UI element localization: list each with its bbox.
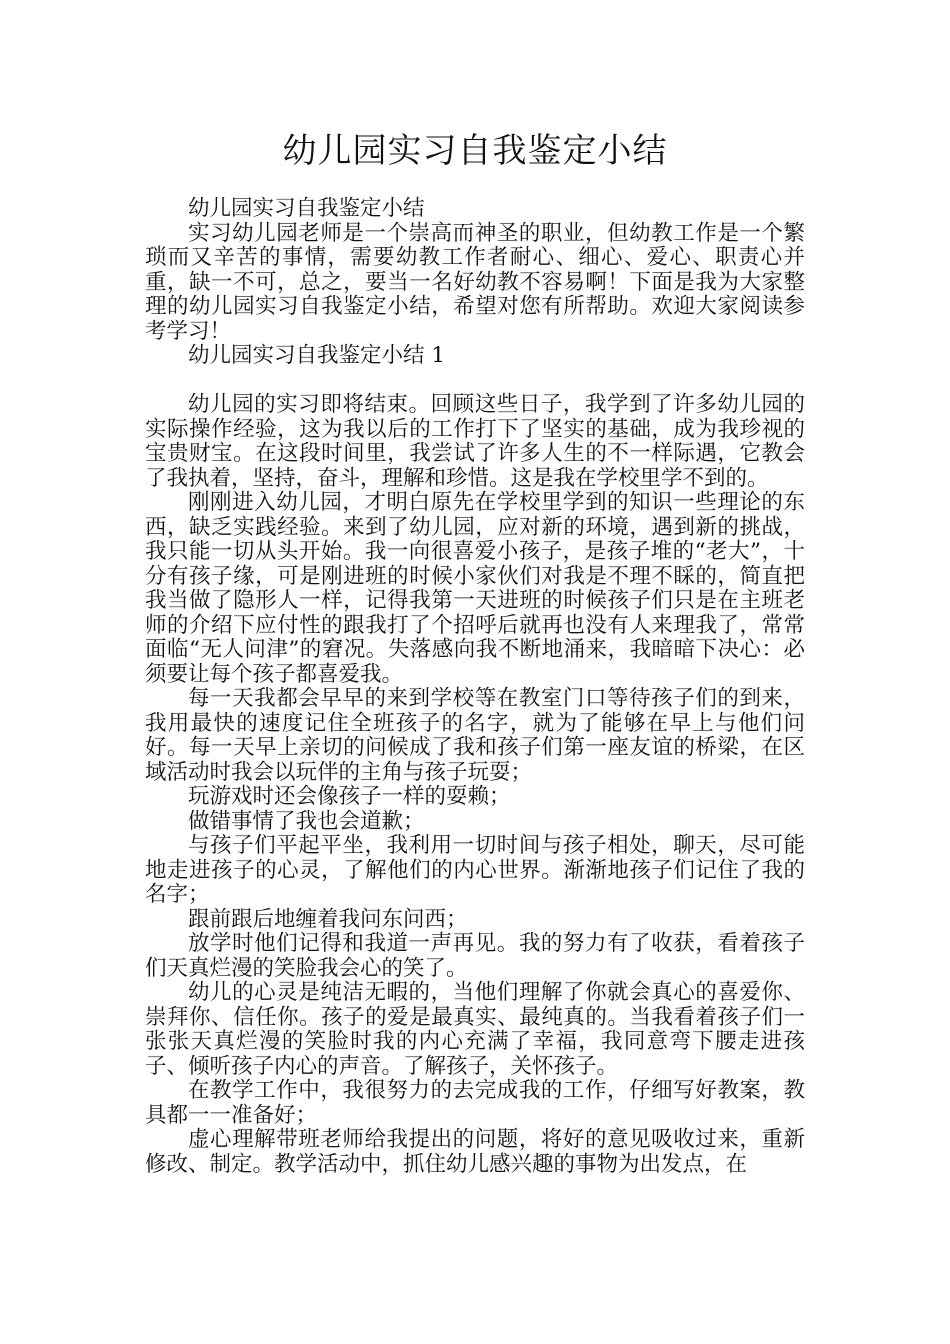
paragraph-heading: 幼儿园实习自我鉴定小结 — [188, 196, 425, 221]
paragraph: 跟前跟后地缠着我问东问西； — [188, 906, 468, 932]
document-title: 幼儿园实习自我鉴定小结 — [282, 131, 668, 171]
paragraph: 刚刚进入幼儿园，才明白原先在学校里学到的知识一些理论的东西，缺乏实践经验。来到了幼儿园，应对新的环境，遇到新的挑战，我只能一切从头开始。我一向很喜爱小孩子，是孩子堆的“老大”，十分有孩子缘，可是刚进班的时候小家伙们对我是不理不睬的，简直把我当做了隐形人一样，记得我第一天进班的时候孩子们只是在主班老师的介绍下应付性的跟我打了个招呼后就再也没有人来理我了，常常面临“无人问津”的窘况。失落感向我不断地涌来，我暗暗下决心：必须要让每个孩子都喜爱我。 — [145, 490, 805, 687]
paragraph: 每一天我都会早早的来到学校等在教室门口等待孩子们的到来，我用最快的速度记住全班孩子的名字，就为了能够在早上与他们问好。每一天早上亲切的问候成了我和孩子们第一座友谊的桥梁，在区域活动时我会以玩伴的主角与孩子玩耍； — [145, 686, 805, 785]
paragraph: 在教学工作中，我很努力的去完成我的工作，仔细写好教案，教具都一一准备好； — [145, 1078, 805, 1128]
paragraph: 与孩子们平起平坐，我利用一切时间与孩子相处，聊天，尽可能地走进孩子的心灵，了解他们的内心世界。渐渐地孩子们记住了我的名字； — [145, 833, 805, 907]
paragraph: 做错事情了我也会道歉； — [188, 808, 425, 834]
paragraph: 幼儿园的实习即将结束。回顾这些日子，我学到了许多幼儿园的实际操作经验，这为我以后的工作打下了坚实的基础，成为我珍视的宝贵财宝。在这段时间里，我尝试了许多人生的不一样际遇，它教会了我执着，坚持，奋斗，理解和珍惜。这是我在学校里学不到的。 — [145, 392, 805, 491]
paragraph: 虚心理解带班老师给我提出的问题，将好的意见吸收过来，重新修改、制定。教学活动中，抓住幼儿感兴趣的事物为出发点，在 — [145, 1127, 805, 1177]
paragraph: 幼儿的心灵是纯洁无暇的，当他们理解了你就会真心的喜爱你、崇拜你、信任你。孩子的爱是最真实、最纯真的。当我看着孩子们一张张天真烂漫的笑脸时我的内心充满了幸福，我同意弯下腰走进孩子、倾听孩子内心的声音。了解孩子，关怀孩子。 — [145, 980, 805, 1079]
blank-line — [145, 369, 805, 394]
paragraph: 玩游戏时还会像孩子一样的耍赖； — [188, 784, 511, 809]
paragraph-intro: 实习幼儿园老师是一个崇高而神圣的职业，但幼教工作是一个繁琐而又辛苦的事情，需要幼教工作者耐心、细心、爱心、职责心并重，缺一不可，总之，要当一名好幼教不容易啊！下面是我为大家整理的幼儿园实习自我鉴定小结，希望对您有所帮助。欢迎大家阅读参考学习！ — [145, 220, 805, 344]
paragraph-section-title: 幼儿园实习自我鉴定小结 1 — [188, 343, 446, 368]
paragraph: 放学时他们记得和我道一声再见。我的努力有了收获，看着孩子们天真烂漫的笑脸我会心的笑了。 — [145, 931, 805, 981]
document-body — [145, 197, 805, 1177]
